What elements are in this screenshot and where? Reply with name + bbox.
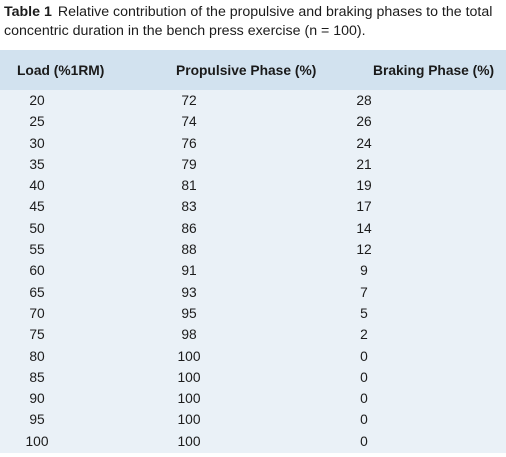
table-row [0, 409, 506, 430]
propulsive-cell: 98 [181, 327, 197, 343]
table-row [0, 239, 506, 260]
table-row [0, 175, 506, 196]
table-row [0, 367, 506, 388]
braking-cell: 26 [356, 114, 372, 130]
propulsive-cell: 91 [181, 263, 197, 279]
braking-cell: 2 [360, 327, 368, 343]
braking-cell: 17 [356, 199, 372, 215]
braking-cell: 0 [360, 369, 368, 385]
braking-cell: 12 [356, 242, 372, 258]
column-header-braking: Braking Phase (%) [373, 62, 495, 78]
propulsive-cell: 100 [177, 348, 201, 364]
propulsive-cell: 86 [181, 220, 197, 236]
data-table [0, 50, 506, 452]
load-cell: 85 [29, 369, 45, 385]
table-row [0, 260, 506, 281]
table-row [0, 324, 506, 345]
table-row [0, 90, 506, 111]
propulsive-cell: 100 [177, 391, 201, 407]
load-cell: 60 [29, 263, 45, 279]
braking-cell: 0 [360, 348, 368, 364]
table-row [0, 282, 506, 303]
propulsive-cell: 88 [181, 242, 197, 258]
braking-cell: 19 [356, 178, 372, 194]
braking-cell: 0 [360, 433, 368, 449]
braking-cell: 21 [356, 156, 372, 172]
braking-cell: 0 [360, 391, 368, 407]
load-cell: 95 [29, 412, 45, 428]
propulsive-cell: 100 [177, 369, 201, 385]
table-body [0, 90, 506, 452]
load-cell: 20 [29, 93, 45, 108]
table-caption-text: Relative contribution of the propulsive and braking phases to the total concentric duration in the bench press exercise (n = 100). [4, 4, 493, 39]
table-row [0, 303, 506, 324]
table-row [0, 218, 506, 239]
table-caption-label: Table 1 [4, 4, 52, 20]
braking-cell: 0 [360, 412, 368, 428]
braking-cell: 24 [356, 135, 372, 151]
load-cell: 30 [29, 135, 45, 151]
propulsive-cell: 100 [177, 412, 201, 428]
braking-cell: 7 [360, 284, 368, 300]
table-caption [4, 3, 502, 41]
load-cell: 75 [29, 327, 45, 343]
column-header-load: Load (%1RM) [17, 62, 105, 78]
load-cell: 45 [29, 199, 45, 215]
propulsive-cell: 79 [181, 156, 197, 172]
table-row [0, 154, 506, 175]
propulsive-cell: 100 [177, 433, 201, 449]
propulsive-cell: 74 [181, 114, 197, 130]
load-cell: 70 [29, 305, 45, 321]
load-cell: 80 [29, 348, 45, 364]
propulsive-cell: 72 [181, 93, 197, 108]
table-row [0, 346, 506, 367]
load-cell: 65 [29, 284, 45, 300]
table-row [0, 111, 506, 132]
load-cell: 35 [29, 156, 45, 172]
load-cell: 40 [29, 178, 45, 194]
table-row [0, 388, 506, 409]
load-cell: 90 [29, 391, 45, 407]
propulsive-cell: 83 [181, 199, 197, 215]
load-cell: 55 [29, 242, 45, 258]
table-row [0, 133, 506, 154]
load-cell: 100 [25, 433, 49, 449]
load-cell: 50 [29, 220, 45, 236]
load-cell: 25 [29, 114, 45, 130]
table-row [0, 431, 506, 452]
propulsive-cell: 93 [181, 284, 197, 300]
braking-cell: 9 [360, 263, 368, 279]
table-row [0, 196, 506, 217]
propulsive-cell: 76 [181, 135, 197, 151]
propulsive-cell: 81 [181, 178, 197, 194]
data-table-container [0, 50, 506, 453]
propulsive-cell: 95 [181, 305, 197, 321]
table-header-row [0, 50, 506, 90]
braking-cell: 28 [356, 93, 372, 108]
braking-cell: 5 [360, 305, 368, 321]
column-header-propulsive: Propulsive Phase (%) [176, 62, 317, 78]
braking-cell: 14 [356, 220, 372, 236]
